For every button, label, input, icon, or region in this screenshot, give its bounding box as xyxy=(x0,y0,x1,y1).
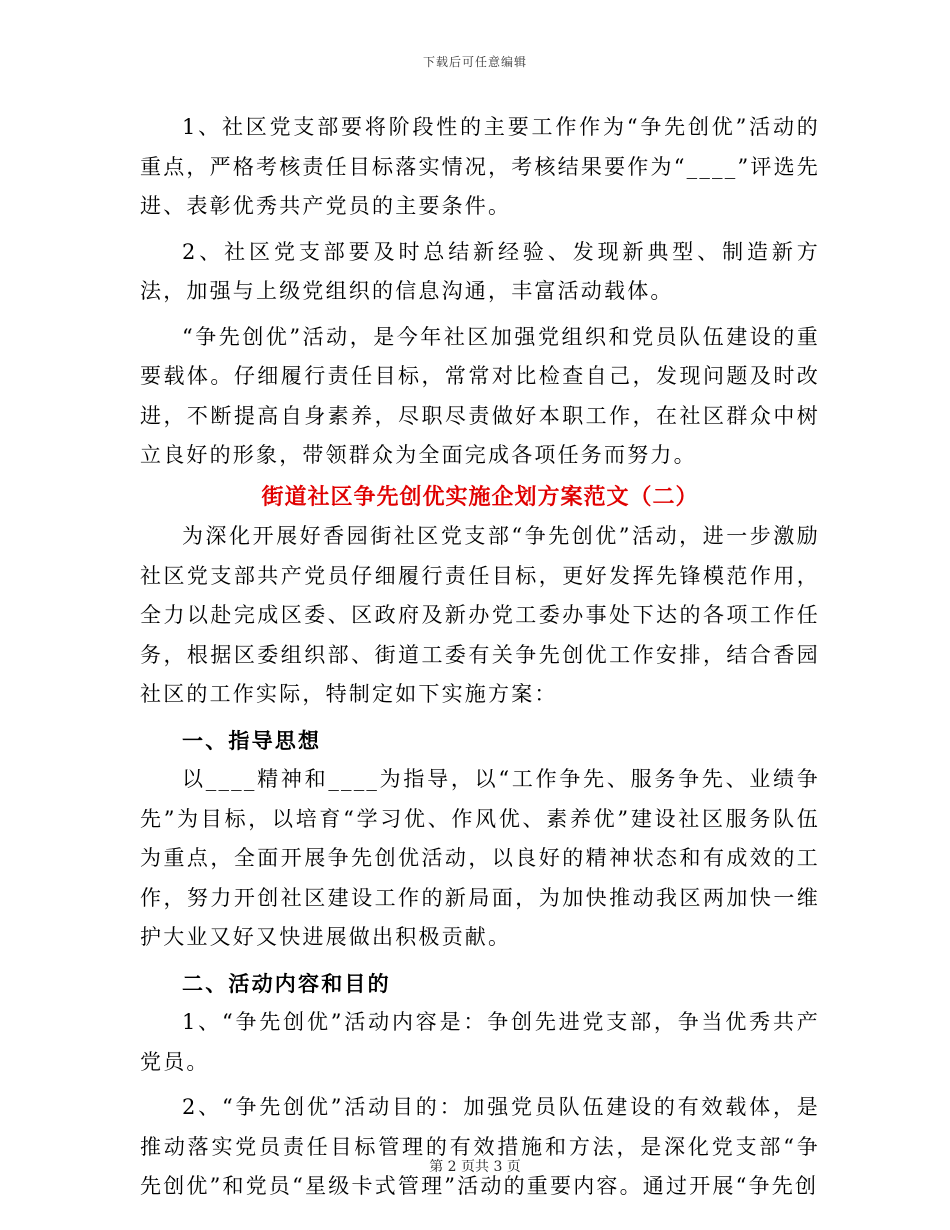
page-footer: 第 2 页共 3 页 xyxy=(429,1159,521,1175)
page-header: 下载后可任意编辑 xyxy=(422,55,527,69)
paragraph-7: 2、“争先创优”活动目的：加强党员队伍建设的有效载体，是推动落实党员责任目标管理的有效措施和方法，是深化党支部“争先创优”和党员“星级卡式管理”活动的重要内容。通过开展“争先创 xyxy=(140,1095,820,1198)
document-body xyxy=(140,108,820,1207)
paragraph-4: 为深化开展好香园街社区党支部“争先创优”活动，进一步激励社区党支部共产党员仔细履行责任目标，更好发挥先锋模范作用，全力以赴完成区委、区政府及新办党工委办事处下达的各项工作任务，根据区委组织部、街道工委有关争先创优工作安排，结合香园社区的工作实际，特制定如下实施方案： xyxy=(140,524,820,706)
section-title: 街道社区争先创优实施企划方案范文（二） xyxy=(261,483,699,510)
paragraph-5: 以____精神和____为指导，以“工作争先、服务争先、业绩争先”为目标，以培育“学习优、作风优、素养优”建设社区服务队伍为重点，全面开展争先创优活动，以良好的精神状态和有成效的工作，努力开创社区建设工作的新局面，为加快推动我区两加快一维护大业又好又快进展做出积极贡献。 xyxy=(140,767,820,949)
heading-guiding-thought: 一、指导思想 xyxy=(182,727,322,753)
paragraph-2: 2、社区党支部要及时总结新经验、发现新典型、制造新方法，加强与上级党组织的信息沟通，丰富活动载体。 xyxy=(140,239,820,303)
paragraph-6: 1、“争先创优”活动内容是：争创先进党支部，争当优秀共产党员。 xyxy=(140,1010,820,1074)
paragraph-1: 1、社区党支部要将阶段性的主要工作作为“争先创优”活动的重点，严格考核责任目标落实情况，考核结果要作为“____”评选先进、表彰优秀共产党员的主要条件。 xyxy=(140,115,820,218)
heading-activity-content: 二、活动内容和目的 xyxy=(182,970,391,996)
paragraph-3: “争先创优”活动，是今年社区加强党组织和党员队伍建设的重要载体。仔细履行责任目标，常常对比检查自己，发现问题及时改进，不断提高自身素养，尽职尽责做好本职工作，在社区群众中树立良好的形象，带领群众为全面完成各项任务而努力。 xyxy=(140,324,820,467)
